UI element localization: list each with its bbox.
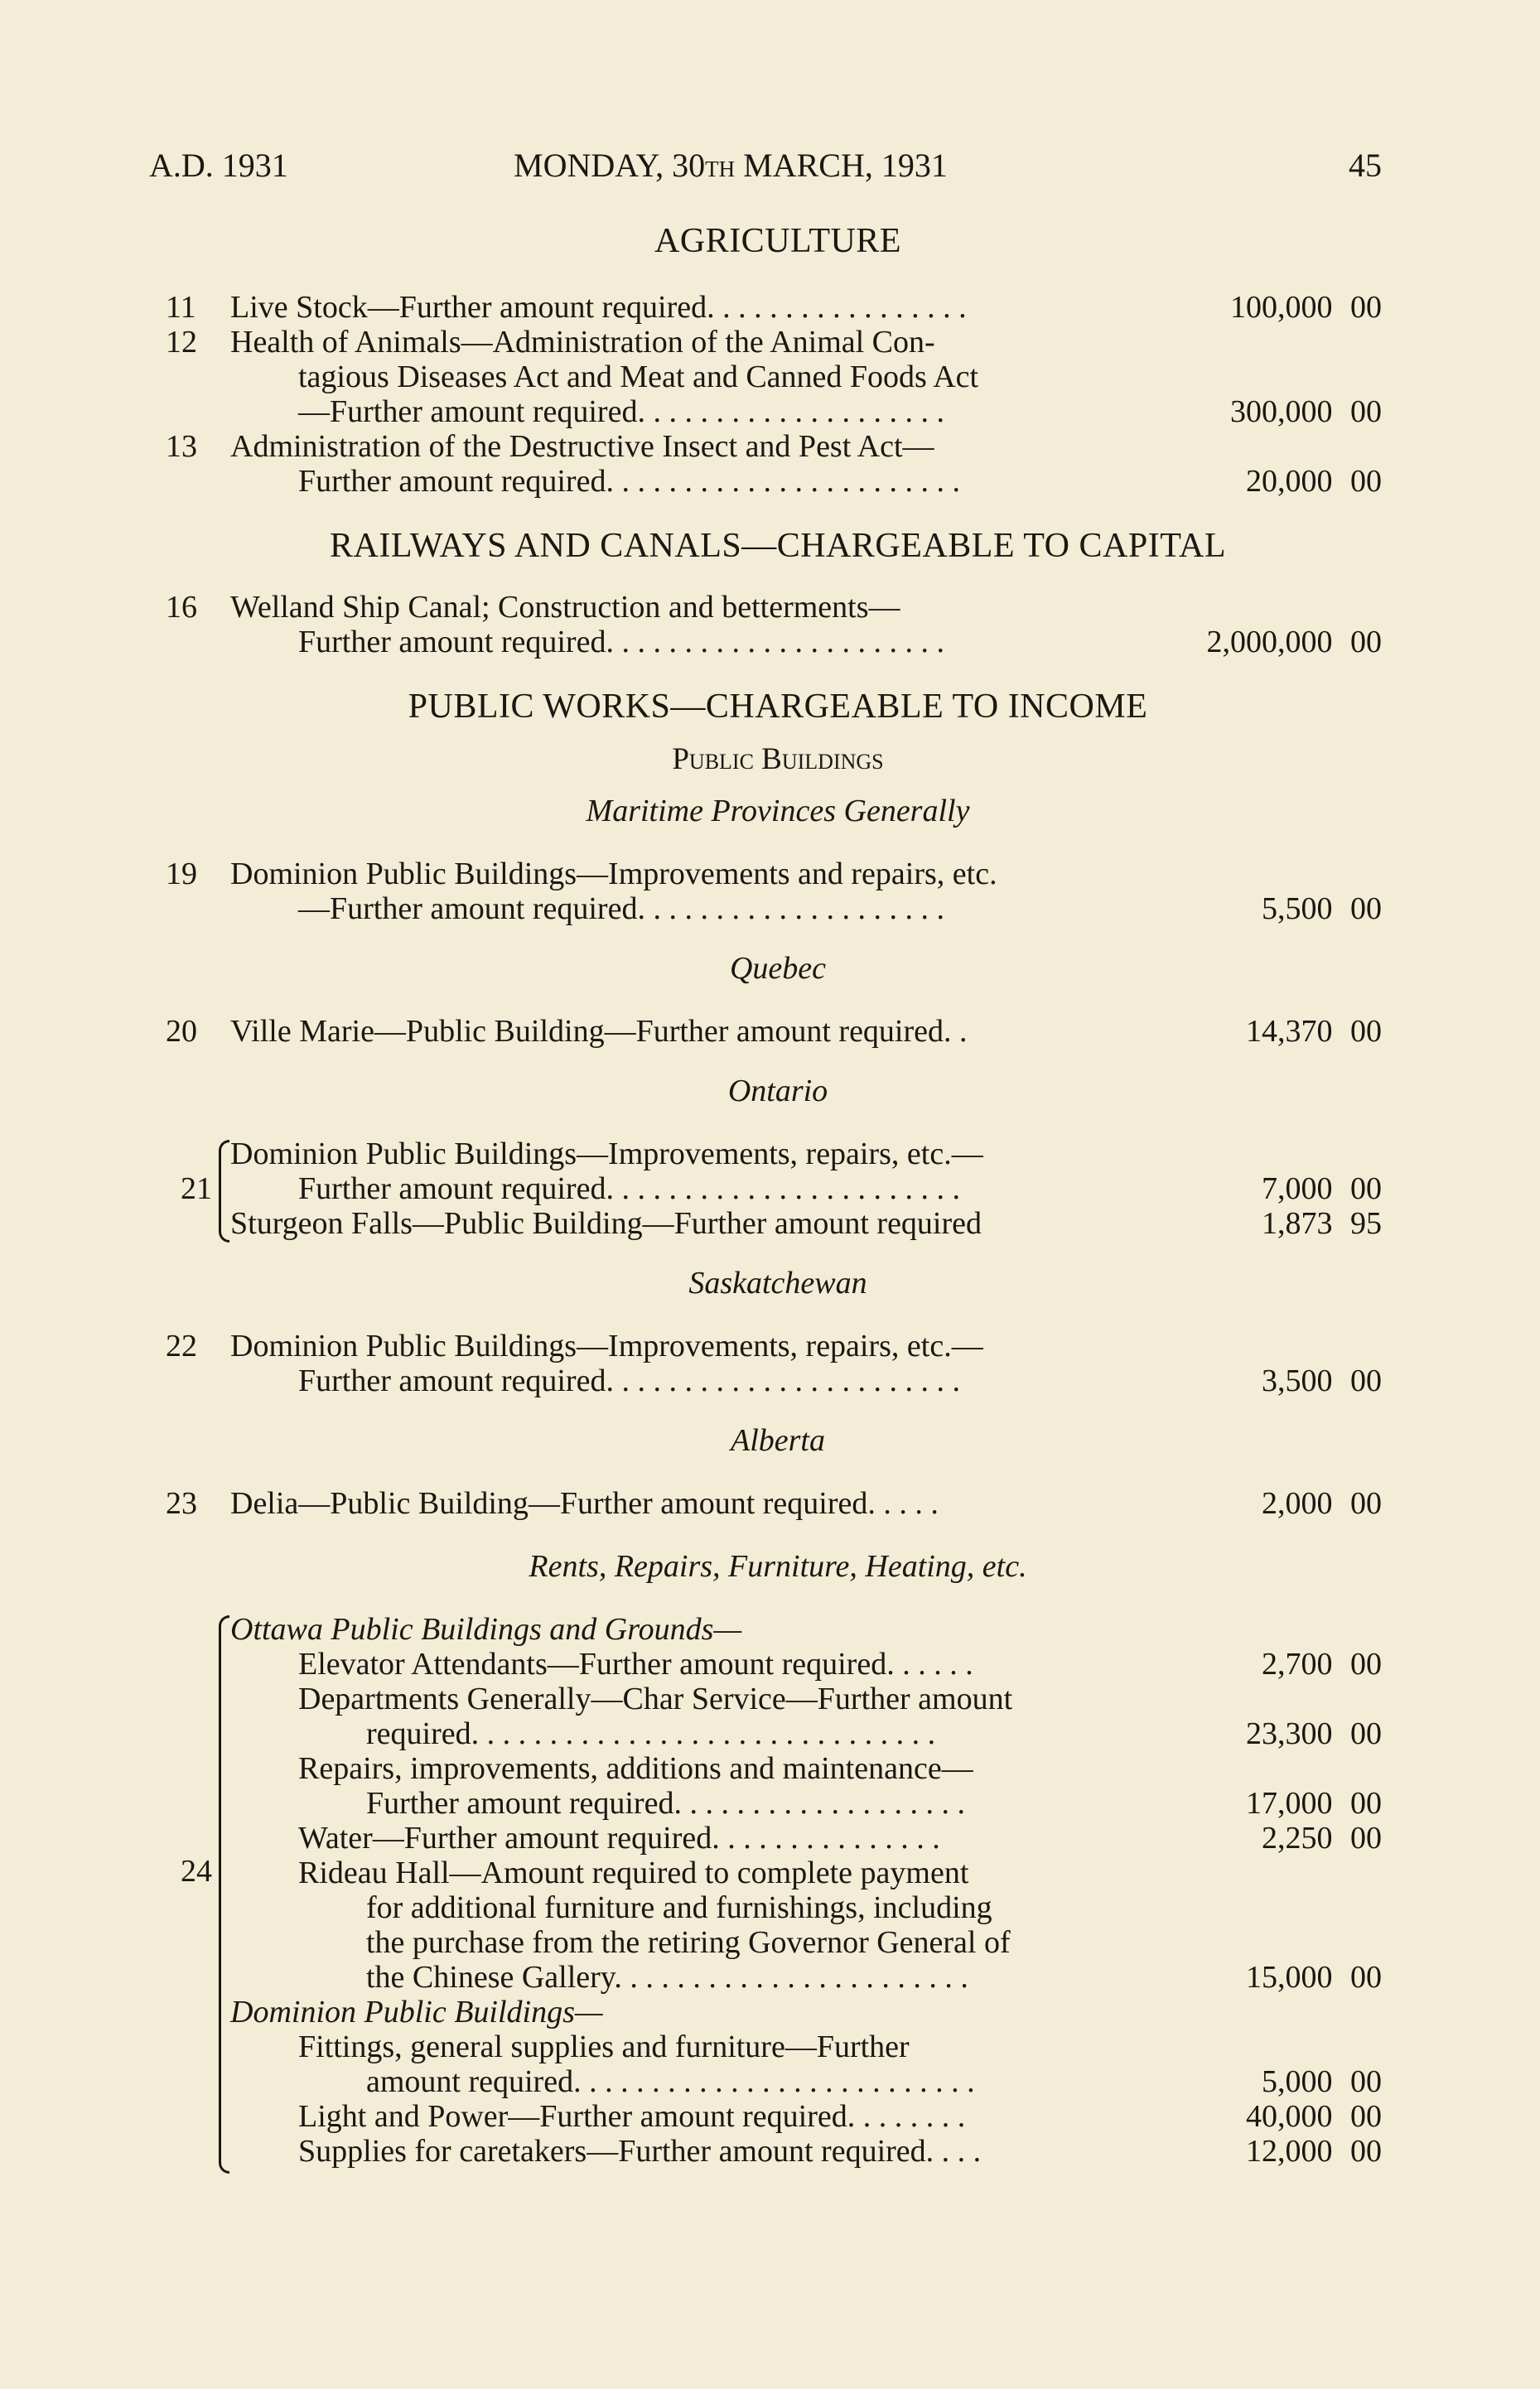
- region-saskatchewan: Saskatchewan: [688, 1266, 867, 1301]
- region-alberta: Alberta: [731, 1423, 825, 1458]
- region-ontario: Ontario: [727, 1074, 828, 1108]
- item-11: 11 Live Stock—Further amount required. . . . . . . . . . . . . . . . . 100,000 00: [166, 290, 1382, 325]
- item-19: 19 Dominion Public Buildings—Improvements and repairs, etc. —Further amount required. . . . . . . . . . . . . . . . . . . . 5,500 00: [166, 857, 1382, 926]
- item-21: 21 Dominion Public Buildings—Improvements, repairs, etc.— Further amount required. . . . . . . . . . . . . . . . . . . . . . . 7,000 00 Sturgeon Falls—Public Building—Further amount required 1,873 95: [181, 1137, 1382, 1241]
- region-quebec: Quebec: [729, 951, 827, 986]
- page-body: [166, 222, 1382, 2174]
- item-24: 24 Ottawa Public Buildings and Grounds— Elevator Attendants—Further amount required. . . . . . 2,700 00 Departments Generally—Char Service—Further amount required. . . . . . . . . . . . . . . . . . . . . . . . . . . . . . 23,300 00 Repairs, improvements, additions and maintenance— Further amount required. . . . . . . . . . . . . . . . . . . 17,000 00 Water—Further amount required. . . . . . . . . . . . . . . 2,250 00 Rideau Hall—Amount required to complete payment for additional furniture and furnishings, including the purchase from the retiring Governor General of the Chinese Gallery. . . . . . . . . . . . . . . . . . . . . . . 15,000 00 Dominion Public Buildings— Fittings, general supplies and furniture—Further amount required. . . . . . . . . . . . . . . . . . . . . . . . . . 5,000 00 Light and Power—Further amount required. . . . . . . . 40,000 00 Supplies for caretakers—Further amount required. . . . 12,000 00: [174, 1612, 1382, 2174]
- item-23: 23 Delia—Public Building—Further amount required. . . . . 2,000 00: [166, 1486, 1382, 1521]
- subheading-rents-repairs: Rents, Repairs, Furniture, Heating, etc.: [529, 1549, 1027, 1584]
- item-22: 22 Dominion Public Buildings—Improvements, repairs, etc.— Further amount required. . . . . . . . . . . . . . . . . . . . . . . 3,500 00: [166, 1329, 1382, 1398]
- header-date: MONDAY, 30th MARCH, 1931: [514, 147, 948, 184]
- running-header: [149, 146, 1382, 187]
- item-20: 20 Ville Marie—Public Building—Further amount required. . 14,370 00: [166, 1014, 1382, 1049]
- section-heading-agriculture: AGRICULTURE: [654, 222, 901, 260]
- section-heading-railways: RAILWAYS AND CANALS—CHARGEABLE TO CAPITAL: [330, 527, 1226, 565]
- item-13: 13 Administration of the Destructive Insect and Pest Act— Further amount required. . . . . . . . . . . . . . . . . . . . . . . 20,000 00: [166, 429, 1382, 499]
- region-maritime: Maritime Provinces Generally: [586, 794, 970, 828]
- section-heading-public-works: PUBLIC WORKS—CHARGEABLE TO INCOME: [408, 688, 1148, 726]
- page-number: 45: [1349, 147, 1382, 184]
- item-16: 16 Welland Ship Canal; Construction and betterments— Further amount required. . . . . . . . . . . . . . . . . . . . . . 2,000,000 00: [166, 590, 1382, 659]
- item-12: 12 Health of Animals—Administration of the Animal Con- tagious Diseases Act and Meat and Canned Foods Act —Further amount required. . . . . . . . . . . . . . . . . . . . 300,000 00: [166, 325, 1382, 429]
- subheading-public-buildings: Public Buildings: [672, 742, 884, 776]
- header-year: A.D. 1931: [149, 147, 288, 184]
